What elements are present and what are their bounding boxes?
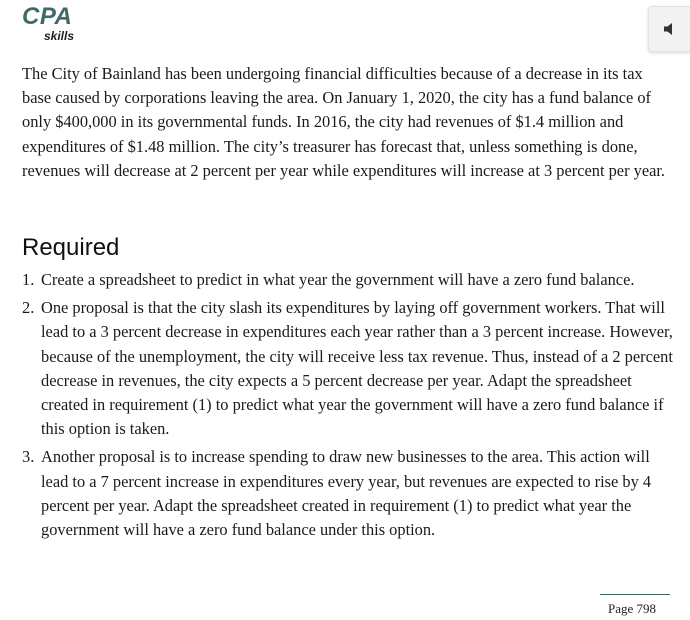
requirement-text: Another proposal is to increase spending to draw new businesses to the area. This action will lead to a 7 percent increase in expenditures every year, but revenues are expected to rise by 4 percent per year. Adapt the spreadsheet created in requirement (1) to predict what year the government will have a zero fund balance under this option. [41,447,652,540]
requirement-item [22,445,674,542]
required-heading: Required [22,234,120,261]
logo-brand: CPA [22,3,73,30]
requirements-list [22,268,674,546]
requirement-text: Create a spreadsheet to predict in what year the government will have a zero fund balance. [41,270,635,289]
page-number: Page 798 [608,601,657,616]
requirement-number: 1. [22,270,35,289]
requirement-number: 3. [22,447,35,467]
cpa-skills-logo [22,2,102,46]
requirement-number: 2. [22,298,35,318]
audio-button[interactable] [648,6,690,52]
logo-subtitle: skills [44,29,75,43]
requirement-text: One proposal is that the city slash its expenditures by laying off government workers. That will lead to a 3 percent decrease in expenditures each year rather than a 3 percent increase. However, because of the unemployment, the city will receive less tax revenue. Thus, instead of a 2 percent decrease in revenues, the city expects a 5 percent decrease per year. Adapt the spreadsheet created in requirement (1) to predict what year the government will have a zero fund balance if this option is taken. [41,298,673,439]
requirement-item [22,296,674,441]
page-divider [600,594,670,595]
requirement-item [22,268,674,292]
intro-paragraph: The City of Bainland has been undergoing financial difficulties because of a decrease in its tax base caused by corporations leaving the area. On January 1, 2020, the city has a fund balance of only $400,000 in its governmental funds. In 2016, the city had revenues of $1.4 million and expenditures of $1.48 million. The city’s treasurer has forecast that, unless something is done, revenues will decrease at 2 percent per year while expenditures will increase at 3 percent per year. [22,64,666,180]
speaker-icon [662,21,678,37]
